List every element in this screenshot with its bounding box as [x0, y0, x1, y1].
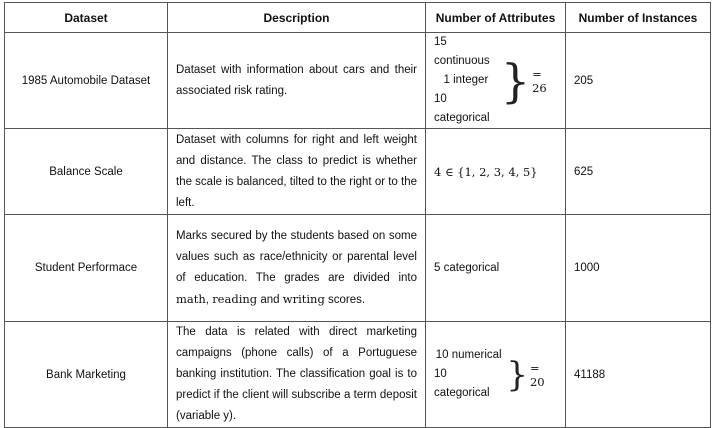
- grade-term: math: [176, 291, 206, 306]
- attribute-line: 10 numerical: [435, 349, 502, 361]
- header-dataset: Dataset: [5, 3, 168, 33]
- instance-count: 205: [566, 33, 711, 129]
- dataset-name: 1985 Automobile Dataset: [5, 33, 168, 129]
- header-row: [5, 3, 711, 33]
- separator: and: [257, 293, 283, 306]
- description-text: scores.: [324, 293, 366, 306]
- table-row: [5, 33, 711, 129]
- header-description: Description: [168, 3, 426, 33]
- description-text: Marks secured by the students based on some values such as race/ethnicity or parental level of education. The grades are divided into: [176, 229, 417, 284]
- right-brace-icon: }: [500, 53, 531, 108]
- dataset-name: Bank Marketing: [5, 322, 168, 428]
- table-row: [5, 129, 711, 215]
- datasets-table: [4, 2, 711, 428]
- dataset-description: Dataset with columns for right and left weight and distance. The class to predict is whether the scale is balanced, tilted to the right or to the left.: [168, 129, 426, 215]
- grade-term: writing: [282, 291, 325, 306]
- attribute-count: 5 categorical: [426, 215, 566, 322]
- attribute-total: = 20: [529, 360, 545, 389]
- header-number-of-attributes: Number of Attributes: [426, 3, 566, 33]
- separator: ,: [205, 293, 213, 306]
- instance-count: 41188: [566, 322, 711, 428]
- attribute-line: 10 categorical: [434, 368, 490, 399]
- dataset-description: The data is related with direct marketing campaigns (phone calls) of a Portuguese banking institution. The classification goal is to predict if the client will subscribe a term deposit (variable y).: [168, 322, 426, 428]
- dataset-name: Balance Scale: [5, 129, 168, 215]
- instance-count: 625: [566, 129, 711, 215]
- table-row: [5, 322, 711, 428]
- attribute-line: 15 continuous: [434, 36, 490, 67]
- header-number-of-instances: Number of Instances: [566, 3, 711, 33]
- instance-count: 1000: [566, 215, 711, 322]
- attribute-breakdown: [434, 346, 557, 403]
- dataset-description: [168, 215, 426, 322]
- attribute-count: [426, 129, 566, 215]
- dataset-description: Dataset with information about cars and their associated risk rating.: [168, 33, 426, 129]
- right-brace-icon: }: [506, 354, 528, 395]
- attribute-count: [426, 33, 566, 129]
- dataset-name: Student Performace: [5, 215, 168, 322]
- attribute-set: 4 ∈ {1, 2, 3, 4, 5}: [434, 164, 538, 179]
- attribute-line: 1 integer: [443, 74, 489, 86]
- table-row: [5, 215, 711, 322]
- attribute-line: 10 categorical: [434, 93, 490, 124]
- attribute-count: [426, 322, 566, 428]
- attribute-breakdown: [434, 33, 557, 128]
- attribute-total: = 26: [532, 66, 547, 95]
- grade-term: reading: [212, 291, 258, 306]
